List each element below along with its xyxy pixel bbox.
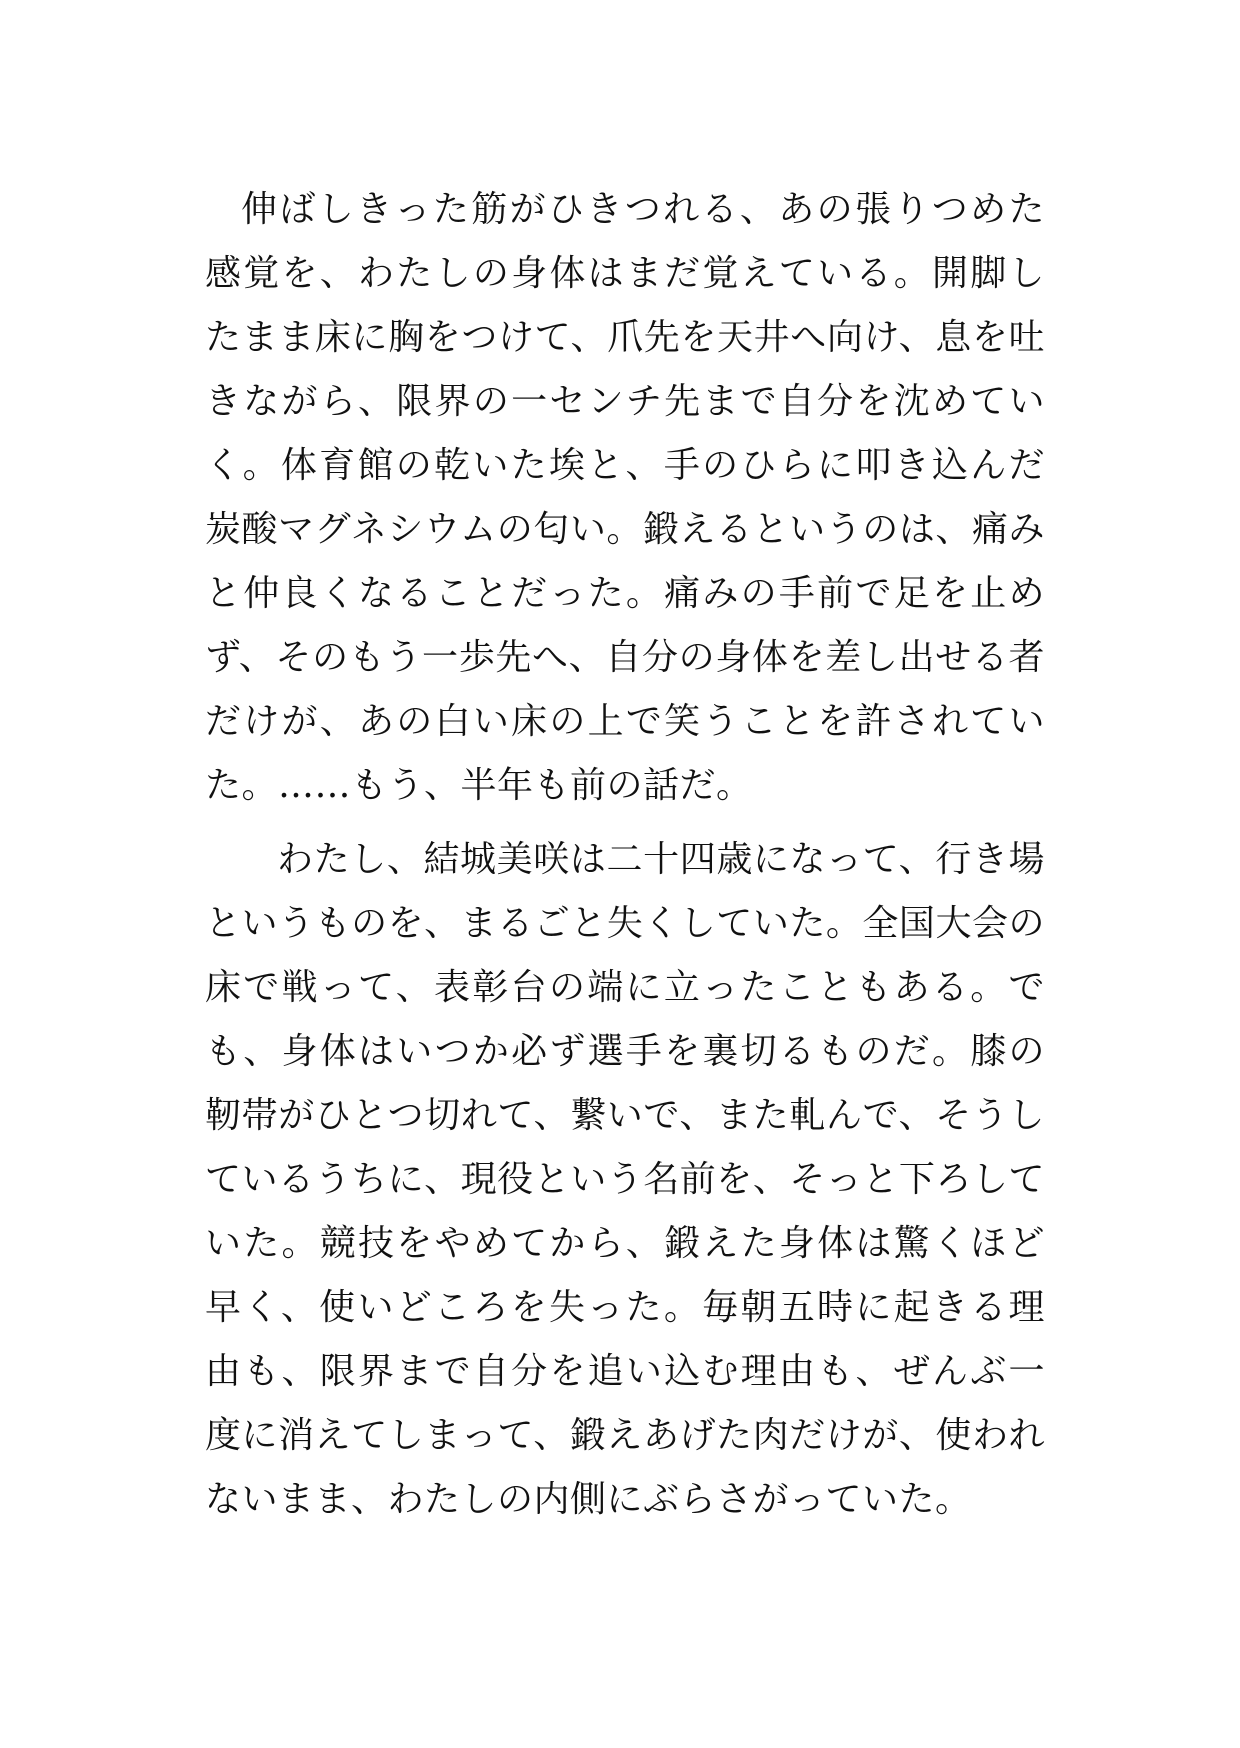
text-line: ているうちに、現役という名前を、そっと下ろして — [205, 1159, 1045, 1200]
text-line: 床で戦って、表彰台の端に立ったこともある。で — [205, 967, 1045, 1008]
text-line: 感覚を、わたしの身体はまだ覚えている。開脚し — [205, 253, 1045, 294]
body-text — [205, 178, 1045, 1532]
text-line: と仲良くなることだった。痛みの手前で足を止め — [205, 573, 1045, 614]
text-line: きながら、限界の一センチ先まで自分を沈めてい — [205, 381, 1045, 422]
text-line: 由も、限界まで自分を追い込む理由も、ぜんぶ一 — [205, 1351, 1045, 1392]
text-line: というものを、まるごと失くしていた。全国大会の — [205, 903, 1045, 944]
text-line: 靭帯がひとつ切れて、繋いで、また軋んで、そうし — [205, 1095, 1045, 1136]
text-line: 早く、使いどころを失った。毎朝五時に起きる理 — [205, 1287, 1045, 1328]
text-line: 度に消えてしまって、鍛えあげた肉だけが、使われ — [205, 1415, 1045, 1456]
text-line: た。……もう、半年も前の話だ。 — [205, 765, 753, 806]
text-line: ないまま、わたしの内側にぶらさがっていた。 — [205, 1479, 972, 1520]
paragraph-2 — [205, 828, 1045, 1532]
text-line: 伸ばしきった筋がひきつれる、あの張りつめた — [241, 189, 1045, 230]
text-line: 炭酸マグネシウムの匂い。鍛えるというのは、痛み — [205, 509, 1045, 550]
text-line: も、身体はいつか必ず選手を裏切るものだ。膝の — [205, 1031, 1045, 1072]
text-line: わたし、結城美咲は二十四歳になって、行き場 — [277, 839, 1045, 880]
text-line: く。体育館の乾いた埃と、手のひらに叩き込んだ — [205, 445, 1045, 486]
text-line: だけが、あの白い床の上で笑うことを許されてい — [205, 701, 1045, 742]
text-line: たまま床に胸をつけて、爪先を天井へ向け、息を吐 — [205, 317, 1045, 358]
text-line: いた。競技をやめてから、鍛えた身体は驚くほど — [205, 1223, 1045, 1264]
paragraph-1 — [205, 178, 1045, 818]
text-line: ず、そのもう一歩先へ、自分の身体を差し出せる者 — [205, 637, 1045, 678]
